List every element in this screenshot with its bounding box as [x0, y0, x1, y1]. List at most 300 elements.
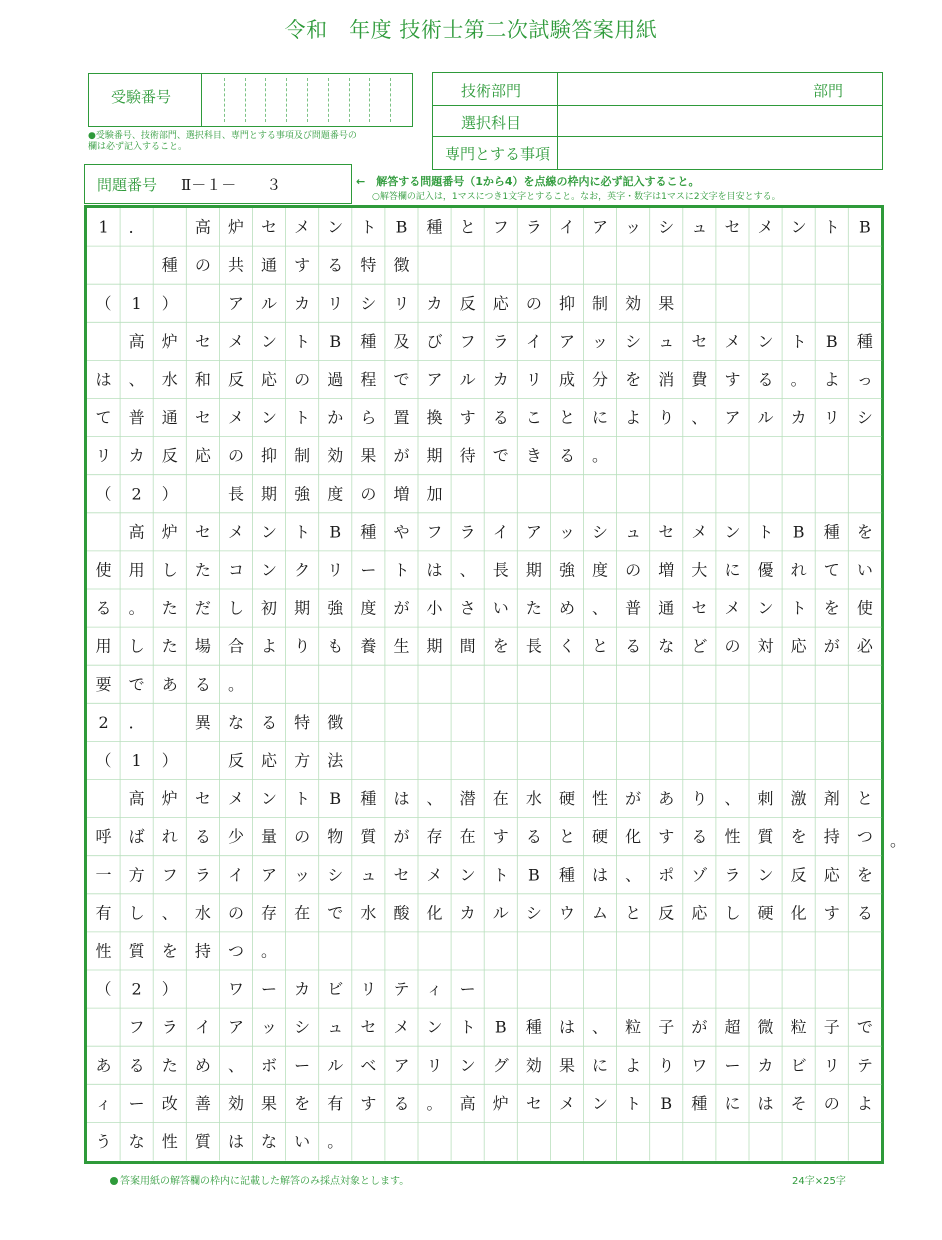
grid-char: な	[658, 636, 675, 656]
grid-char: 普	[128, 408, 145, 428]
specialty-label: 専門とする事項	[445, 145, 551, 163]
grid-char: た	[194, 560, 211, 580]
grid-char: る	[393, 1093, 410, 1113]
grid-char: 1	[131, 750, 142, 770]
grid-char: 。	[227, 674, 244, 694]
grid-char: ム	[592, 903, 609, 923]
grid-char: り	[658, 408, 675, 428]
problem-number-value[interactable]: Ⅱ－１－ ３	[181, 176, 282, 194]
grid-char: る	[95, 598, 112, 618]
grid-char: B	[858, 217, 871, 237]
grid-char: 在	[294, 903, 311, 923]
grid-char: 成	[558, 369, 575, 389]
grid-char: イ	[227, 865, 244, 885]
grid-char: ト	[757, 522, 774, 542]
grid-char: ル	[261, 293, 278, 313]
grid-char: あ	[658, 789, 675, 809]
grid-char: メ	[227, 522, 244, 542]
grid-char: る	[492, 408, 509, 428]
grid-char: と	[592, 636, 609, 656]
grid-char: 水	[525, 789, 542, 809]
grid-char: の	[227, 903, 244, 923]
grid-char: ッ	[261, 1017, 278, 1037]
grid-char: き	[525, 446, 542, 466]
grid-char: 和	[194, 369, 211, 389]
grid-char: 高	[128, 522, 145, 542]
grid-char: カ	[459, 903, 476, 923]
grid-char: ト	[459, 1017, 476, 1037]
grid-char: イ	[525, 331, 542, 351]
grid-char: い	[492, 598, 509, 618]
grid-char: す	[459, 408, 476, 428]
grid-char: ン	[261, 522, 278, 542]
grid-char: ）	[161, 484, 178, 504]
grid-char: ビ	[327, 979, 344, 999]
grid-char: の	[227, 446, 244, 466]
grid-char: ュ	[658, 331, 675, 351]
grid-char: 効	[227, 1093, 244, 1113]
grid-char: 間	[459, 636, 476, 656]
grid-char: 大	[691, 560, 708, 580]
grid-char: メ	[227, 408, 244, 428]
grid-char: ー	[294, 1055, 311, 1075]
grid-char: 高	[128, 331, 145, 351]
grid-char: ト	[625, 1093, 642, 1113]
grid-char: る	[327, 255, 344, 275]
grid-char: よ	[261, 636, 278, 656]
grid-char: ト	[294, 408, 311, 428]
grid-char: め	[558, 598, 575, 618]
grid-char: 強	[294, 484, 311, 504]
grid-char: メ	[426, 865, 443, 885]
grid-char: ア	[426, 369, 443, 389]
grid-char: め	[194, 1055, 211, 1075]
grid-char: メ	[227, 331, 244, 351]
grid-char: シ	[525, 903, 542, 923]
grid-char: 期	[426, 446, 443, 466]
grid-char: よ	[625, 408, 642, 428]
grid-char: あ	[95, 1055, 112, 1075]
grid-char: 呼	[95, 827, 112, 847]
grid-char: メ	[724, 598, 741, 618]
grid-char: 度	[327, 484, 344, 504]
grid-char: 、	[426, 789, 443, 809]
grid-char: り	[691, 789, 708, 809]
grid-char: ュ	[625, 522, 642, 542]
grid-char: 質	[194, 1131, 211, 1151]
grid-char: カ	[294, 293, 311, 313]
grid-char: う	[95, 1131, 112, 1151]
grid-char: メ	[227, 789, 244, 809]
grid-char: セ	[194, 408, 211, 428]
footer-note	[110, 1172, 409, 1187]
grid-char: 期	[525, 560, 542, 580]
grid-char: セ	[658, 522, 675, 542]
grid-char: セ	[724, 217, 741, 237]
grid-char: ト	[492, 865, 509, 885]
grid-char: な	[261, 1131, 278, 1151]
grid-char: る	[261, 712, 278, 732]
grid-char: を	[790, 827, 807, 847]
grid-char: よ	[625, 1055, 642, 1075]
grid-char: 効	[525, 1055, 542, 1075]
grid-char: 法	[327, 750, 344, 770]
grid-char: ー	[724, 1055, 741, 1075]
department-label: 技術部門	[461, 82, 522, 100]
grid-char: 反	[459, 293, 476, 313]
grid-char: ．	[128, 712, 145, 732]
grid-char: ン	[757, 598, 774, 618]
grid-char: セ	[525, 1093, 542, 1113]
grid-char: ュ	[327, 1017, 344, 1037]
grid-char: 性	[161, 1131, 178, 1151]
grid-char: 用	[128, 560, 145, 580]
grid-char: 期	[426, 636, 443, 656]
grid-char: 粒	[790, 1017, 807, 1037]
grid-char: ）	[161, 979, 178, 999]
grid-char: 反	[658, 903, 675, 923]
grid-char: リ	[360, 979, 377, 999]
grid-char: メ	[691, 522, 708, 542]
grid-char: ト	[393, 560, 410, 580]
grid-char: B	[527, 865, 540, 885]
grid-char: ア	[724, 408, 741, 428]
grid-char: イ	[558, 217, 575, 237]
grid-char: ）	[161, 750, 178, 770]
grid-char: B	[329, 331, 342, 351]
grid-char: B	[825, 331, 838, 351]
grid-char: ル	[492, 903, 509, 923]
grid-char: を	[856, 522, 873, 542]
grid-char: 果	[360, 446, 377, 466]
grid-char: 養	[360, 636, 377, 656]
grid-char: シ	[625, 331, 642, 351]
grid-char: 高	[459, 1093, 476, 1113]
grid-char: ン	[261, 560, 278, 580]
grid-char: 物	[327, 827, 344, 847]
grid-char: カ	[294, 979, 311, 999]
grid-char: い	[856, 560, 873, 580]
grid-char: ラ	[492, 331, 509, 351]
grid-char: 炉	[161, 789, 178, 809]
grid-char: あ	[161, 674, 178, 694]
grid-char: つ	[227, 941, 244, 961]
grid-char: る	[128, 1055, 145, 1075]
grid-char: フ	[459, 331, 476, 351]
exam-number-note: ●受験番号、技術部門、選択科目、専門とする事項及び問題番号の 欄は必ず記入すること。	[88, 131, 357, 152]
grid-char: で	[128, 674, 145, 694]
grid-char: す	[658, 827, 675, 847]
grid-char: り	[294, 636, 311, 656]
grid-char: リ	[823, 1055, 840, 1075]
grid-char: つ	[856, 827, 873, 847]
grid-char: が	[691, 1017, 708, 1037]
grid-char: 種	[525, 1017, 542, 1037]
grid-char: 水	[194, 903, 211, 923]
grid-char: が	[823, 636, 840, 656]
grid-char: リ	[426, 1055, 443, 1075]
grid-char: 使	[856, 598, 873, 618]
grid-char: 高	[194, 217, 211, 237]
grid-char: シ	[360, 293, 377, 313]
grid-char: 制	[294, 446, 311, 466]
grid-char: 超	[724, 1017, 741, 1037]
grid-char: セ	[393, 865, 410, 885]
grid-char: な	[128, 1131, 145, 1151]
grid-char: 応	[790, 636, 807, 656]
grid-char: 要	[95, 674, 112, 694]
grid-char: 抑	[558, 293, 575, 313]
grid-char: ッ	[592, 331, 609, 351]
grid-char: れ	[161, 827, 178, 847]
grid-char: ク	[294, 560, 311, 580]
bullet-icon	[110, 1177, 118, 1185]
grid-char: グ	[492, 1055, 509, 1075]
grid-char: 応	[823, 865, 840, 885]
grid-char: 質	[360, 827, 377, 847]
grid-char: 生	[393, 636, 410, 656]
grid-char: 特	[294, 712, 311, 732]
grid-char: 特	[360, 255, 377, 275]
grid-char: て	[95, 408, 112, 428]
grid-char: フ	[492, 217, 509, 237]
grid-char: や	[393, 522, 410, 542]
grid-char: 善	[194, 1093, 211, 1113]
grid-char: コ	[227, 560, 244, 580]
grid-char: ボ	[261, 1055, 278, 1075]
grid-char: の	[294, 369, 311, 389]
grid-char: 反	[227, 369, 244, 389]
grid-char: イ	[194, 1017, 211, 1037]
grid-char: で	[492, 446, 509, 466]
grid-char: よ	[823, 369, 840, 389]
grid-char: 種	[558, 865, 575, 885]
grid-char: を	[492, 636, 509, 656]
grid-char: ン	[724, 522, 741, 542]
grid-char: 、	[625, 865, 642, 885]
grid-char: ー	[459, 979, 476, 999]
grid-char: 。	[327, 1131, 344, 1151]
grid-char: た	[161, 1055, 178, 1075]
grid-char: イ	[492, 522, 509, 542]
grid-char: シ	[592, 522, 609, 542]
grid-char: 存	[426, 827, 443, 847]
grid-char: ト	[294, 331, 311, 351]
grid-char: フ	[161, 865, 178, 885]
grid-char: リ	[95, 446, 112, 466]
grid-char: 反	[161, 446, 178, 466]
grid-char: ア	[558, 331, 575, 351]
grid-char: の	[194, 255, 211, 275]
grid-char: 、	[691, 408, 708, 428]
grid-char: が	[393, 598, 410, 618]
problem-instruction-sub: ○解答欄の記入は，1マスにつき1文字とすること。なお，英字・数字は1マスに2文字を目安とする。	[372, 192, 781, 202]
grid-char: し	[128, 903, 145, 923]
grid-char: ト	[823, 217, 840, 237]
grid-char: 激	[790, 789, 807, 809]
grid-char: メ	[558, 1093, 575, 1113]
grid-char: リ	[393, 293, 410, 313]
grid-char: 優	[757, 560, 774, 580]
grid-char: は	[592, 865, 609, 885]
grid-char: と	[856, 789, 873, 809]
grid-char: 普	[625, 598, 642, 618]
grid-char: ウ	[558, 903, 575, 923]
grid-char: 増	[658, 560, 675, 580]
grid-char: た	[161, 636, 178, 656]
grid-char: 刺	[757, 789, 774, 809]
grid-char: テ	[393, 979, 410, 999]
grid-char: す	[492, 827, 509, 847]
grid-char: ア	[227, 293, 244, 313]
grid-char: ラ	[525, 217, 542, 237]
grid-char: 2	[98, 712, 109, 732]
grid-char: ア	[525, 522, 542, 542]
grid-char: ベ	[360, 1055, 377, 1075]
grid-char: セ	[360, 1017, 377, 1037]
grid-char: リ	[327, 560, 344, 580]
grid-char: 応	[261, 369, 278, 389]
grid-char: 粒	[625, 1017, 642, 1037]
grid-char: る	[525, 827, 542, 847]
grid-char: 通	[161, 408, 178, 428]
grid-char: 果	[558, 1055, 575, 1075]
grid-char: は	[558, 1017, 575, 1037]
grid-char: に	[592, 408, 609, 428]
grid-char: 強	[558, 560, 575, 580]
grid-char: 種	[360, 789, 377, 809]
grid-char: よ	[856, 1093, 873, 1113]
grid-char: ン	[757, 331, 774, 351]
grid-char: （	[95, 979, 112, 999]
grid-char: 長	[227, 484, 244, 504]
grid-char: メ	[393, 1017, 410, 1037]
grid-char: フ	[426, 522, 443, 542]
grid-char: 硬	[592, 827, 609, 847]
grid-char: ル	[757, 408, 774, 428]
grid-char: た	[161, 598, 178, 618]
grid-char: 通	[261, 255, 278, 275]
grid-char: ビ	[790, 1055, 807, 1075]
sheet-title: 令和 年度 技術士第二次試験答案用紙	[284, 18, 658, 42]
grid-char: と	[558, 408, 575, 428]
problem-number-label: 問題番号	[97, 176, 158, 194]
grid-char: 炉	[227, 217, 244, 237]
grid-char: ラ	[724, 865, 741, 885]
grid-char: セ	[194, 522, 211, 542]
grid-char: 子	[823, 1017, 840, 1037]
grid-char: 化	[790, 903, 807, 923]
grid-char: 用	[95, 636, 112, 656]
grid-char: 応	[492, 293, 509, 313]
grid-char: る	[625, 636, 642, 656]
grid-char: 強	[327, 598, 344, 618]
grid-char: の	[724, 636, 741, 656]
grid-char: 応	[691, 903, 708, 923]
grid-char: 、	[227, 1055, 244, 1075]
grid-char: ラ	[459, 522, 476, 542]
grid-char: 性	[95, 941, 112, 961]
grid-char: を	[294, 1093, 311, 1113]
grid-char: は	[393, 789, 410, 809]
grid-char: と	[459, 217, 476, 237]
grid-char: 、	[459, 560, 476, 580]
grid-char: 性	[592, 789, 609, 809]
grid-char: 種	[691, 1093, 708, 1113]
grid-char: シ	[856, 408, 873, 428]
grid-char: 初	[261, 598, 278, 618]
grid-char: 場	[194, 636, 211, 656]
grid-char: リ	[327, 293, 344, 313]
footer-note-text: 答案用紙の解答欄の枠内に記載した解答のみ採点対象とします。	[120, 1176, 410, 1187]
grid-char: 度	[360, 598, 377, 618]
grid-char: ン	[327, 217, 344, 237]
grid-char: 期	[294, 598, 311, 618]
overflow-char: 。	[890, 831, 907, 850]
grid-char: 異	[194, 712, 211, 732]
department-suffix: 部門	[813, 82, 844, 100]
grid-char: ン	[459, 865, 476, 885]
grid-char: B	[660, 1093, 673, 1113]
grid-char: B	[395, 217, 408, 237]
grid-char: す	[823, 903, 840, 923]
grid-char: 増	[393, 484, 410, 504]
grid-char: カ	[790, 408, 807, 428]
grid-char: シ	[658, 217, 675, 237]
grid-char: っ	[856, 369, 873, 389]
grid-char: ッ	[558, 522, 575, 542]
grid-char: （	[95, 293, 112, 313]
grid-char: ン	[261, 408, 278, 428]
grid-char: ア	[261, 865, 278, 885]
grid-char: る	[194, 827, 211, 847]
grid-char: 通	[658, 598, 675, 618]
grid-char: 換	[426, 408, 443, 428]
grid-char: 応	[261, 750, 278, 770]
grid-char: フ	[128, 1017, 145, 1037]
grid-char: 、	[592, 1017, 609, 1037]
grid-char: ュ	[691, 217, 708, 237]
grid-char: 方	[128, 865, 145, 885]
grid-char: 。	[128, 598, 145, 618]
grid-char: 及	[393, 331, 410, 351]
grid-char: に	[724, 560, 741, 580]
grid-char: 長	[525, 636, 542, 656]
grid-char: 。	[261, 941, 278, 961]
grid-char: 小	[426, 598, 443, 618]
grid-char: 置	[393, 408, 410, 428]
grid-char: B	[494, 1017, 507, 1037]
grid-char: た	[525, 598, 542, 618]
grid-char: メ	[724, 331, 741, 351]
grid-char: 効	[625, 293, 642, 313]
grid-char: セ	[261, 217, 278, 237]
grid-char: ン	[261, 331, 278, 351]
grid-char: 、	[128, 369, 145, 389]
grid-char: 種	[161, 255, 178, 275]
grid-char: を	[161, 941, 178, 961]
grid-char: の	[525, 293, 542, 313]
grid-char: ン	[790, 217, 807, 237]
grid-char: ー	[261, 979, 278, 999]
grid-char: 長	[492, 560, 509, 580]
grid-char: 炉	[492, 1093, 509, 1113]
grid-char: ト	[294, 789, 311, 809]
grid-char: ゾ	[691, 865, 708, 885]
grid-char: ）	[161, 293, 178, 313]
grid-char: ン	[592, 1093, 609, 1113]
grid-char: （	[95, 750, 112, 770]
